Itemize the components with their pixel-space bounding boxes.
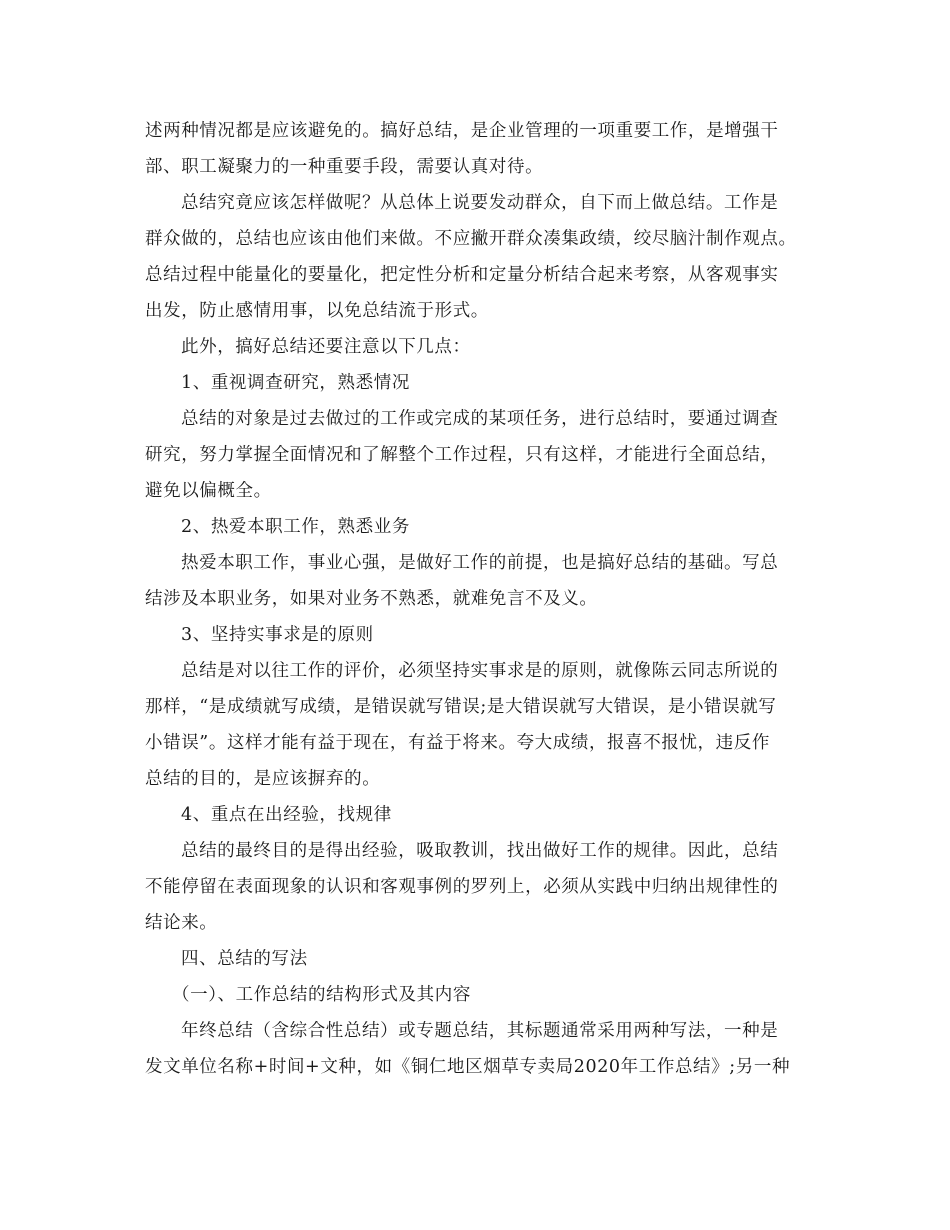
text-line: 不能停留在表面现象的认识和客观事例的罗列上，必须从实践中归纳出规律性的 (145, 877, 779, 897)
text-line: 群众做的，总结也应该由他们来做。不应撇开群众凑集政绩，绞尽脑汁制作观点。 (145, 229, 797, 249)
paragraph-start-line: 总结的最终目的是得出经验，吸取教训，找出做好工作的规律。因此，总结 (181, 841, 779, 861)
text-line: 部、职工凝聚力的一种重要手段，需要认真对待。 (145, 157, 544, 177)
text-line: 结论来。 (145, 913, 218, 933)
text-line: 那样，“是成绩就写成绩，是错误就写错误;是大错误就写大错误，是小错误就写 (145, 697, 777, 717)
text-line: 发文单位名称+时间+文种，如《铜仁地区烟草专卖局2020年工作总结》;另一种 (145, 1057, 791, 1077)
section-heading: 2、热爱本职工作，熟悉业务 (181, 517, 410, 537)
text-line: 总结过程中能量化的要量化，把定性分析和定量分析结合起来考察，从客观事实 (145, 265, 779, 285)
text-line: 避免以偏概全。 (145, 481, 272, 501)
text-line: 总结的目的，是应该摒弃的。 (145, 769, 381, 789)
paragraph-start-line: 年终总结（含综合性总结）或专题总结，其标题通常采用两种写法，一种是 (181, 1021, 779, 1041)
paragraph-start-line: 热爱本职工作，事业心强，是做好工作的前提，也是搞好总结的基础。写总 (181, 553, 779, 573)
section-heading: 四、总结的写法 (181, 949, 308, 969)
text-line: 出发，防止感情用事，以免总结流于形式。 (145, 301, 489, 321)
paragraph-start-line: 此外，搞好总结还要注意以下几点： (181, 337, 471, 357)
text-line: 小错误”。这样才能有益于现在，有益于将来。夸大成绩，报喜不报忧，违反作 (145, 733, 770, 753)
paragraph-start-line: 总结究竟应该怎样做呢？从总体上说要发动群众，自下而上做总结。工作是 (181, 193, 779, 213)
section-heading: 4、重点在出经验，找规律 (181, 805, 392, 825)
text-line: 述两种情况都是应该避免的。搞好总结，是企业管理的一项重要工作，是增强干 (145, 121, 779, 141)
subsection-heading: （一）、工作总结的结构形式及其内容 (172, 985, 471, 1005)
paragraph-start-line: 总结是对以往工作的评价，必须坚持实事求是的原则，就像陈云同志所说的 (181, 661, 779, 681)
text-line: 研究，努力掌握全面情况和了解整个工作过程，只有这样，才能进行全面总结， (145, 445, 779, 465)
section-heading: 3、坚持实事求是的原则 (181, 625, 374, 645)
text-line: 结涉及本职业务，如果对业务不熟悉，就难免言不及义。 (145, 589, 598, 609)
paragraph-start-line: 总结的对象是过去做过的工作或完成的某项任务，进行总结时，要通过调查 (181, 409, 779, 429)
section-heading: 1、重视调查研究，熟悉情况 (181, 373, 410, 393)
